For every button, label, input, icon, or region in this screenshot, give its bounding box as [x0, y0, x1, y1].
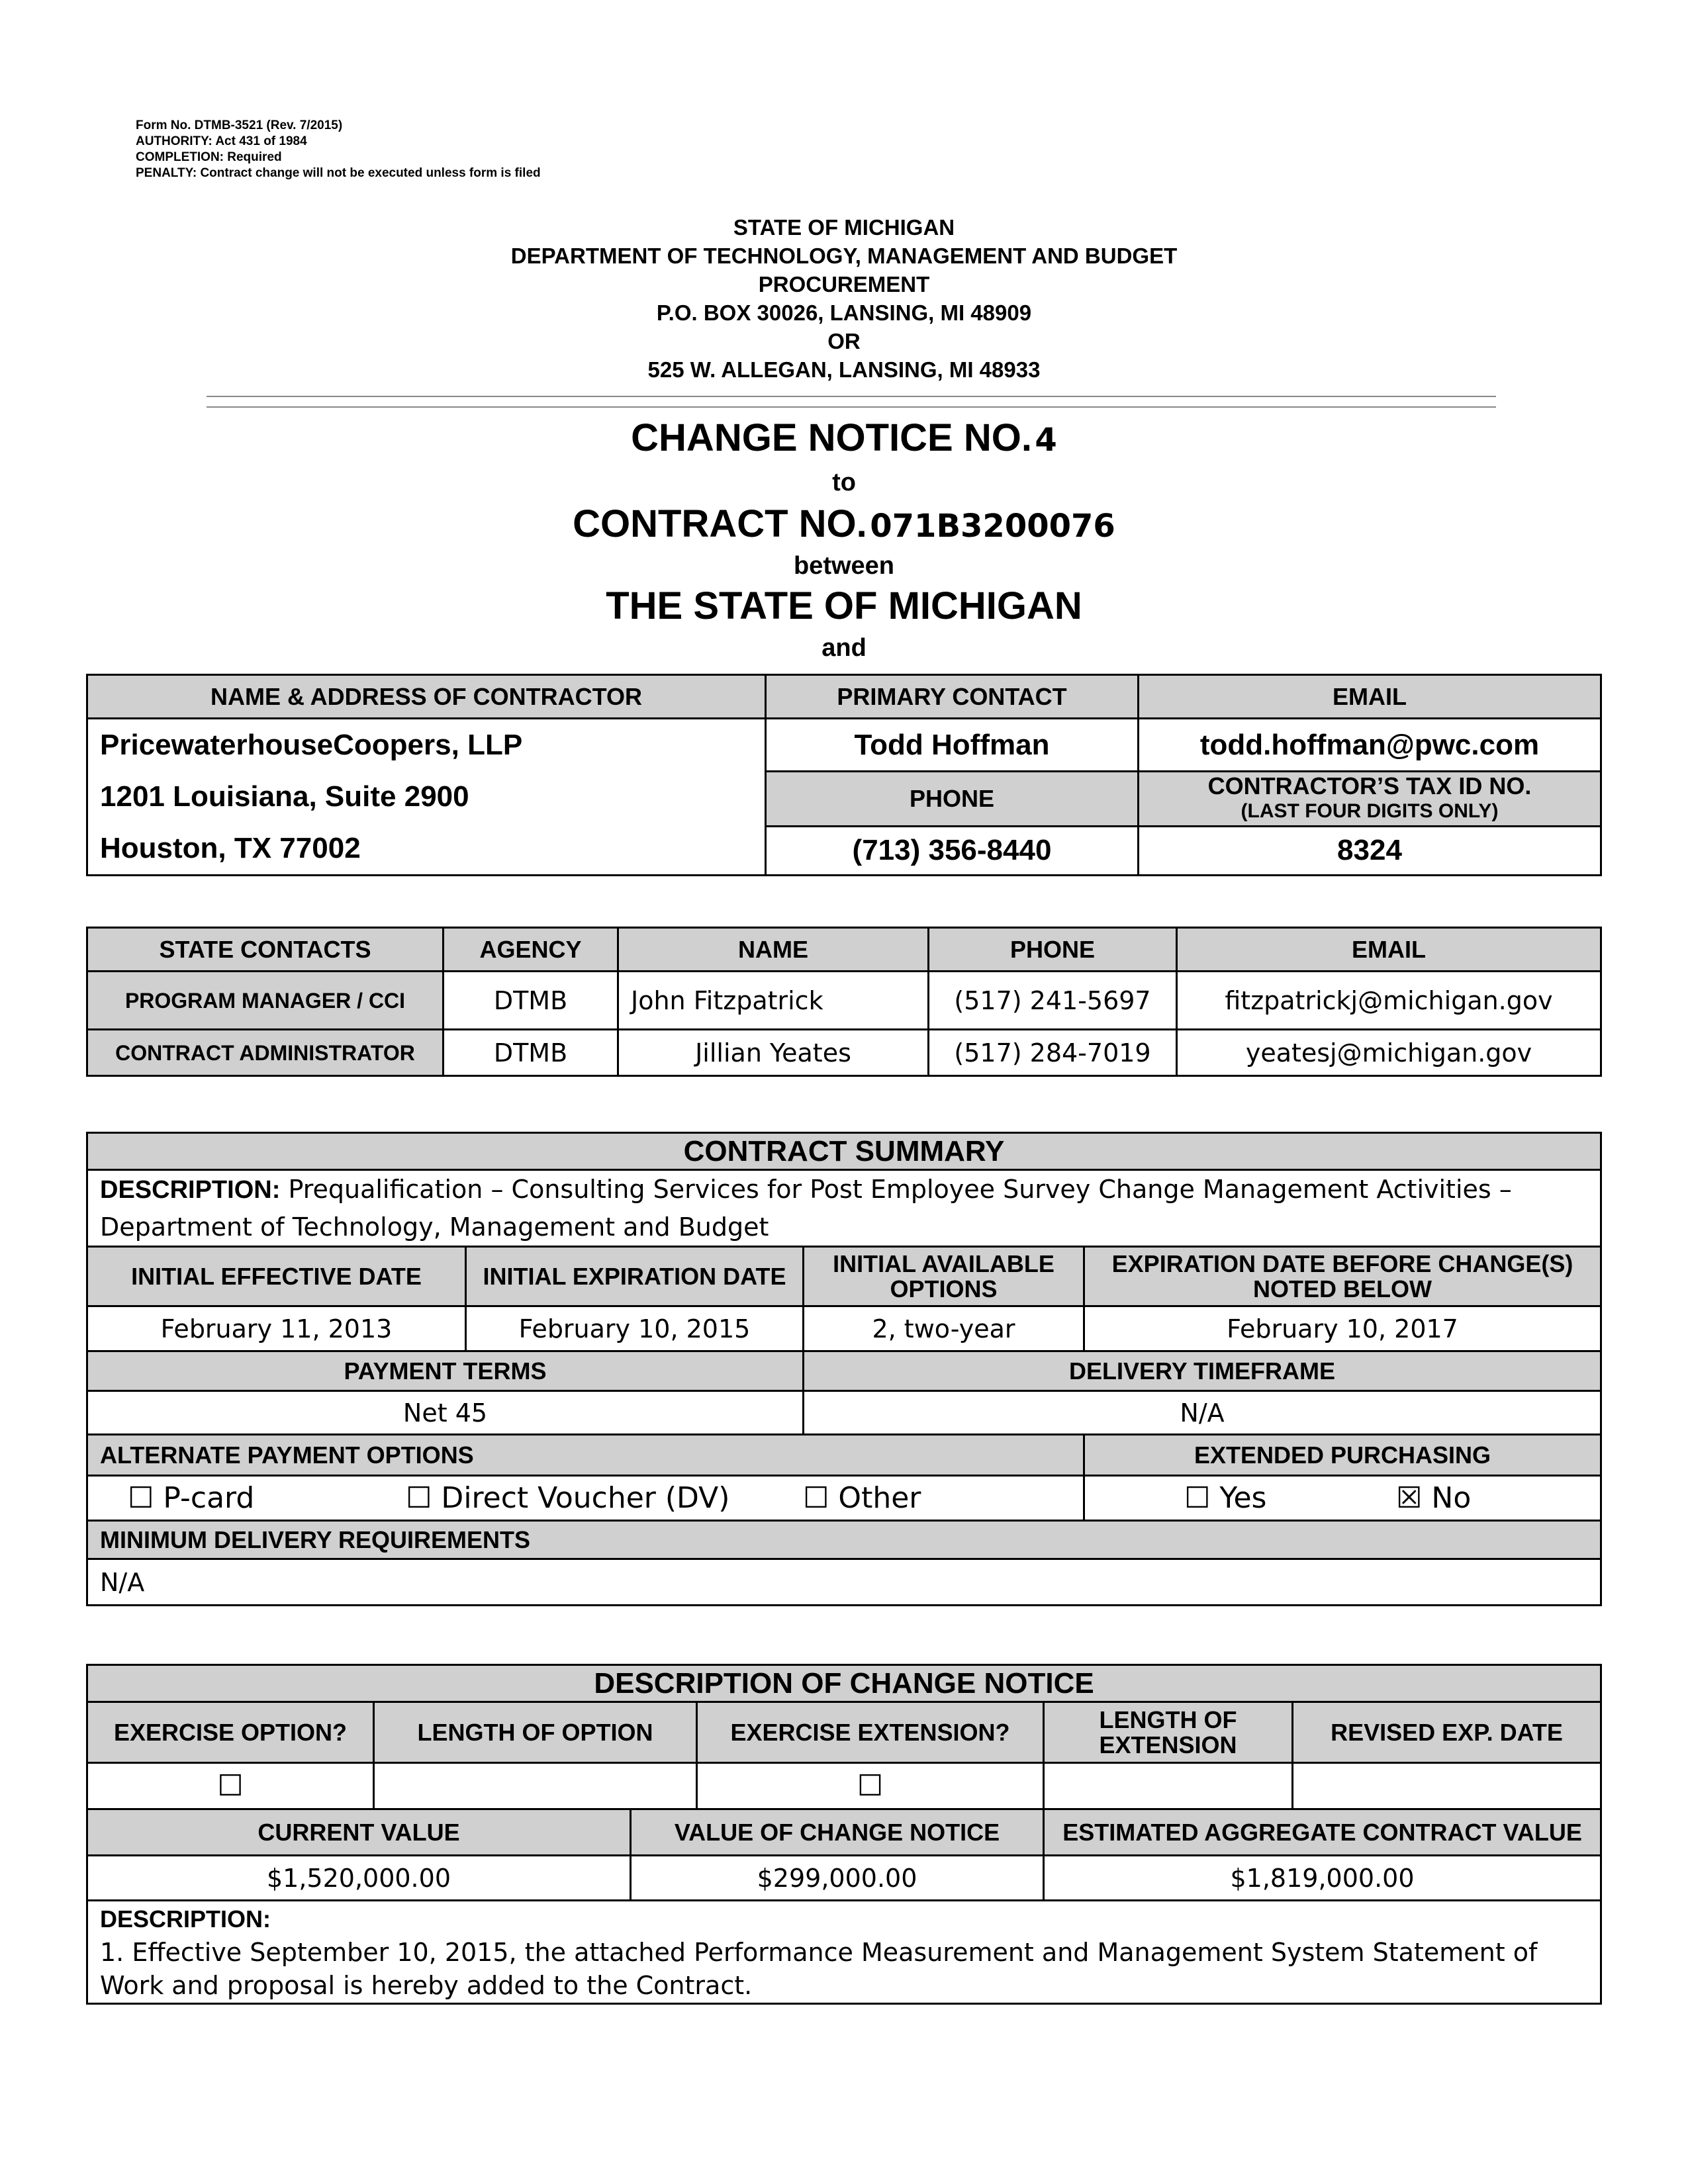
- name-header: NAME: [618, 928, 929, 972]
- title-to: to: [832, 469, 856, 496]
- current-value-header: CURRENT VALUE: [87, 1809, 631, 1856]
- delivery-timeframe: N/A: [804, 1391, 1601, 1435]
- exercise-option-checkbox[interactable]: ☐: [87, 1763, 374, 1809]
- table-row: [87, 972, 1601, 1030]
- change-notice-number: 4: [1035, 422, 1057, 459]
- initial-available-options-header: INITIAL AVAILABLE OPTIONS: [804, 1247, 1084, 1306]
- summary-description-text: Prequalification – Consulting Services for Post Employee Survey Change Management Activities – Department of Technology, Management and Budget: [100, 1175, 1512, 1242]
- title-between: between: [793, 552, 895, 580]
- initial-available-options: 2, two-year: [804, 1306, 1084, 1351]
- table-row: [87, 1030, 1601, 1076]
- contractor-name-header: NAME & ADDRESS OF CONTRACTOR: [87, 675, 766, 719]
- divider: [207, 406, 1496, 408]
- contact-name: Jillian Yeates: [618, 1030, 929, 1076]
- summary-description-label: DESCRIPTION:: [100, 1176, 281, 1204]
- contact-name: John Fitzpatrick: [618, 972, 929, 1030]
- initial-expiration-date: February 10, 2015: [466, 1306, 804, 1351]
- initial-effective-date: February 11, 2013: [87, 1306, 466, 1351]
- extended-purchasing-options: [1084, 1476, 1601, 1521]
- contractor-phone: (713) 356-8440: [766, 826, 1139, 875]
- form-completion: COMPLETION: Required: [136, 150, 282, 164]
- length-of-option-header: LENGTH OF OPTION: [374, 1702, 697, 1763]
- contact-phone: (517) 284-7019: [929, 1030, 1177, 1076]
- initial-effective-date-header: INITIAL EFFECTIVE DATE: [87, 1247, 466, 1306]
- current-value: $1,520,000.00: [87, 1856, 631, 1901]
- tax-id-header-label: CONTRACTOR’S TAX ID NO.: [1207, 772, 1532, 800]
- contractor-table: [86, 674, 1602, 876]
- email-header: EMAIL: [1177, 928, 1601, 972]
- exercise-extension-checkbox[interactable]: ☐: [697, 1763, 1044, 1809]
- expiration-before-change-header: EXPIRATION DATE BEFORE CHANGE(S) NOTED BELOW: [1084, 1247, 1601, 1306]
- agency-department: DEPARTMENT OF TECHNOLOGY, MANAGEMENT AND BUDGET: [510, 244, 1178, 268]
- change-notice-title: [0, 416, 1688, 460]
- revised-exp-date-field: [1293, 1763, 1601, 1809]
- extended-purchasing-no-checkbox[interactable]: ☒ No: [1396, 1481, 1472, 1515]
- change-description-text: 1. Effective September 10, 2015, the attached Performance Measurement and Management System Statement of Work and proposal is hereby added to the Contract.: [100, 1937, 1538, 2000]
- contractor-name-address: [87, 719, 766, 876]
- length-of-extension-header: LENGTH OF EXTENSION: [1044, 1702, 1293, 1763]
- contact-phone: (517) 241-5697: [929, 972, 1177, 1030]
- other-checkbox[interactable]: ☐ Other: [803, 1481, 921, 1515]
- agency-po-box: P.O. BOX 30026, LANSING, MI 48909: [656, 300, 1032, 325]
- alternate-payment-options: [87, 1476, 1084, 1521]
- primary-contact-name: Todd Hoffman: [766, 719, 1139, 772]
- exercise-option-header: EXERCISE OPTION?: [87, 1702, 374, 1763]
- summary-description: [87, 1170, 1601, 1247]
- change-value-header: VALUE OF CHANGE NOTICE: [631, 1809, 1044, 1856]
- contractor-address-line2: Houston, TX 77002: [100, 832, 361, 864]
- revised-exp-date-header: REVISED EXP. DATE: [1293, 1702, 1601, 1763]
- payment-terms-header: PAYMENT TERMS: [87, 1351, 804, 1391]
- length-of-option-field: [374, 1763, 697, 1809]
- phone-header: PHONE: [766, 772, 1139, 826]
- contract-label: CONTRACT NO.: [573, 502, 867, 545]
- change-value: $299,000.00: [631, 1856, 1044, 1901]
- agency-address-block: [0, 213, 1688, 384]
- contractor-address-line1: 1201 Louisiana, Suite 2900: [100, 780, 469, 813]
- contact-agency: DTMB: [444, 972, 618, 1030]
- change-description-label: DESCRIPTION:: [100, 1905, 271, 1933]
- alternate-payment-header: ALTERNATE PAYMENT OPTIONS: [87, 1435, 1084, 1476]
- minimum-delivery-requirements: N/A: [87, 1559, 1601, 1606]
- exercise-extension-header: EXERCISE EXTENSION?: [697, 1702, 1044, 1763]
- primary-contact-header: PRIMARY CONTACT: [766, 675, 1139, 719]
- agency-or: OR: [827, 329, 861, 353]
- tax-id-header-sub: (LAST FOUR DIGITS ONLY): [1241, 800, 1499, 823]
- change-notice-label: CHANGE NOTICE NO.: [631, 416, 1032, 459]
- agency-header: AGENCY: [444, 928, 618, 972]
- contract-number: 071B3200076: [870, 508, 1115, 545]
- agency-division: PROCUREMENT: [758, 272, 930, 296]
- minimum-delivery-header: MINIMUM DELIVERY REQUIREMENTS: [87, 1521, 1601, 1559]
- form-authority: AUTHORITY: Act 431 of 1984: [136, 134, 307, 148]
- agency-state: STATE OF MICHIGAN: [733, 215, 955, 240]
- contractor-tax-id: 8324: [1139, 826, 1601, 875]
- delivery-timeframe-header: DELIVERY TIMEFRAME: [804, 1351, 1601, 1391]
- contact-role: PROGRAM MANAGER / CCI: [87, 972, 444, 1030]
- contact-agency: DTMB: [444, 1030, 618, 1076]
- change-description: [87, 1901, 1601, 2004]
- extended-purchasing-header: EXTENDED PURCHASING: [1084, 1435, 1601, 1476]
- change-notice-section-title: DESCRIPTION OF CHANGE NOTICE: [87, 1665, 1601, 1702]
- contact-email: fitzpatrickj@michigan.gov: [1177, 972, 1601, 1030]
- pcard-checkbox[interactable]: ☐ P-card: [128, 1481, 255, 1515]
- direct-voucher-checkbox[interactable]: ☐ Direct Voucher (DV): [406, 1481, 730, 1515]
- aggregate-value: $1,819,000.00: [1044, 1856, 1601, 1901]
- payment-terms: Net 45: [87, 1391, 804, 1435]
- state-contacts-table: [86, 927, 1602, 1077]
- email-header: EMAIL: [1139, 675, 1601, 719]
- divider: [207, 396, 1496, 397]
- agency-street: 525 W. ALLEGAN, LANSING, MI 48933: [647, 357, 1041, 382]
- contract-title: [0, 502, 1688, 546]
- form-number: Form No. DTMB-3521 (Rev. 7/2015): [136, 118, 343, 132]
- contract-summary-title: CONTRACT SUMMARY: [87, 1133, 1601, 1170]
- contract-summary-table: [86, 1132, 1602, 1606]
- extended-purchasing-yes-checkbox[interactable]: ☐ Yes: [1184, 1481, 1267, 1515]
- tax-id-header: [1139, 772, 1601, 826]
- contractor-name: PricewaterhouseCoopers, LLP: [100, 729, 523, 761]
- aggregate-value-header: ESTIMATED AGGREGATE CONTRACT VALUE: [1044, 1809, 1601, 1856]
- change-notice-table: [86, 1664, 1602, 2005]
- contact-email: yeatesj@michigan.gov: [1177, 1030, 1601, 1076]
- phone-header: PHONE: [929, 928, 1177, 972]
- contractor-email: todd.hoffman@pwc.com: [1139, 719, 1601, 772]
- state-contacts-header: STATE CONTACTS: [87, 928, 444, 972]
- form-penalty: PENALTY: Contract change will not be executed unless form is filed: [136, 166, 541, 180]
- contact-role: CONTRACT ADMINISTRATOR: [87, 1030, 444, 1076]
- form-header: [136, 118, 541, 181]
- title-state: THE STATE OF MICHIGAN: [606, 584, 1082, 627]
- title-and: and: [821, 634, 867, 662]
- expiration-before-change: February 10, 2017: [1084, 1306, 1601, 1351]
- length-of-extension-field: [1044, 1763, 1293, 1809]
- initial-expiration-date-header: INITIAL EXPIRATION DATE: [466, 1247, 804, 1306]
